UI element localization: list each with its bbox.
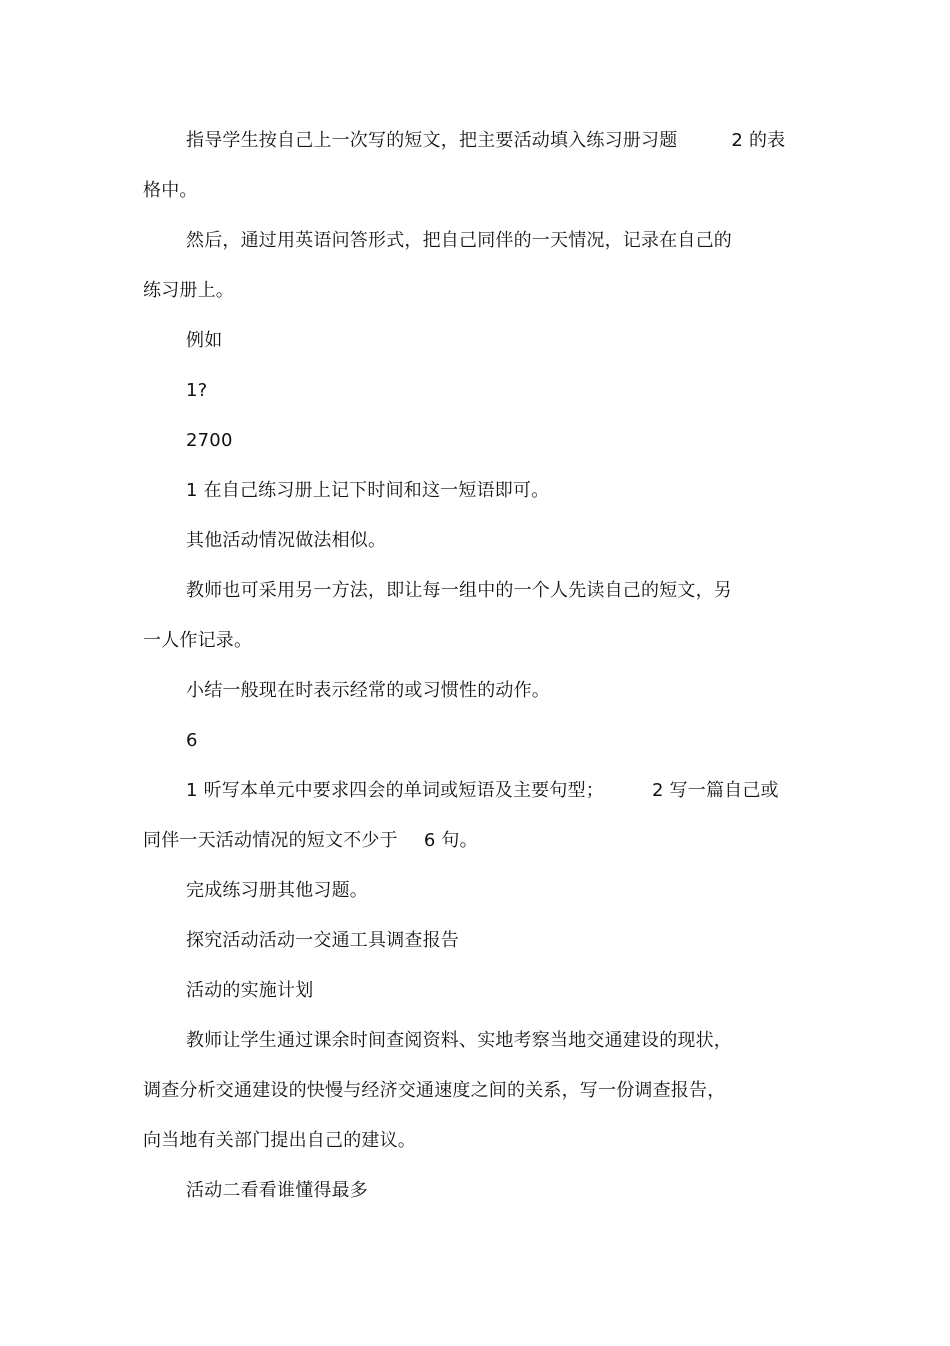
paragraph-line: 活动二看看谁懂得最多 <box>186 1180 368 1201</box>
paragraph-line: 向当地有关部门提出自己的建议。 <box>143 1130 416 1151</box>
paragraph-line <box>143 829 478 853</box>
paragraph-line: 然后，通过用英语问答形式，把自己同伴的一天情况，记录在自己的 <box>186 230 732 251</box>
paragraph-line: 2700 <box>186 430 233 451</box>
paragraph-line: 1 在自己练习册上记下时间和这一短语即可。 <box>186 480 550 501</box>
paragraph-line: 其他活动情况做法相似。 <box>186 530 387 551</box>
text-segment: 6 句。 <box>423 830 478 851</box>
paragraph-line: 一人作记录。 <box>143 630 253 651</box>
paragraph-line: 6 <box>186 730 198 751</box>
text-segment: 1 听写本单元中要求四会的单词或短语及主要句型； <box>186 780 604 801</box>
paragraph-line: 教师让学生通过课余时间查阅资料、实地考察当地交通建设的现状， <box>186 1030 732 1051</box>
paragraph-line: 格中。 <box>143 180 198 201</box>
paragraph-line: 活动的实施计划 <box>186 980 314 1001</box>
paragraph-line: 例如 <box>186 330 223 351</box>
text-segment: 2 的表 <box>731 130 786 151</box>
text-segment: 指导学生按自己上一次写的短文，把主要活动填入练习册习题 <box>186 130 678 151</box>
paragraph-line <box>186 779 779 803</box>
text-segment: 2 写一篇自己或 <box>651 780 779 801</box>
paragraph-line: 探究活动活动一交通工具调查报告 <box>186 930 459 951</box>
text-segment: 同伴一天活动情况的短文不少于 <box>143 830 398 851</box>
paragraph-line: 调查分析交通建设的快慢与经济交通速度之间的关系，写一份调查报告， <box>143 1080 726 1101</box>
paragraph-line: 1? <box>186 380 208 401</box>
paragraph-line: 完成练习册其他习题。 <box>186 880 368 901</box>
paragraph-line <box>186 129 785 153</box>
paragraph-line: 练习册上。 <box>143 280 234 301</box>
paragraph-line: 教师也可采用另一方法，即让每一组中的一个人先读自己的短文，另 <box>186 580 732 601</box>
paragraph-line: 小结一般现在时表示经常的或习惯性的动作。 <box>186 680 550 701</box>
